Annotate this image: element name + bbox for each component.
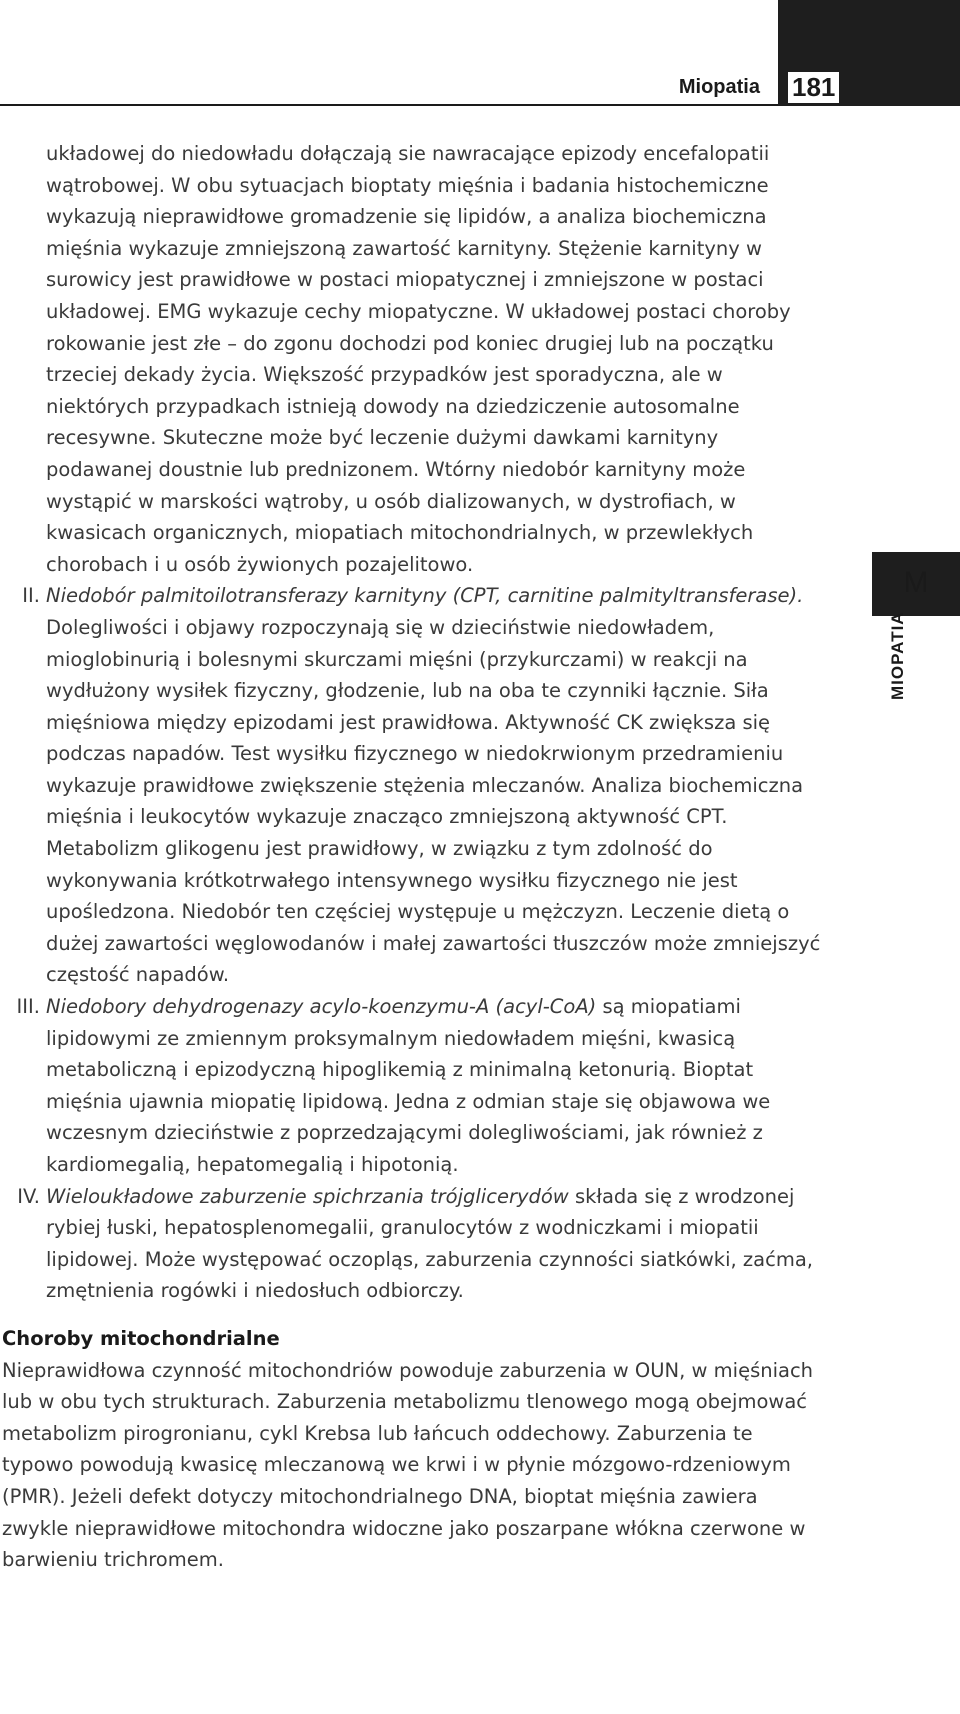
list-item-4	[0, 1181, 830, 1307]
list-item-text: składa się z wrodzonej rybiej łuski, hepatosplenomegalii, granulocytów z wodniczkami i miopatii lipidowej. Może występować oczopląs, zaburzenia czynności siatkówki, zaćma, zmętnienia rogówki i niedosłuch odbiorczy.	[46, 1184, 813, 1303]
list-item-2	[0, 580, 830, 991]
list-item-number: III.	[16, 995, 40, 1019]
page-body	[0, 138, 830, 1576]
header-rule	[0, 104, 778, 106]
list-item-3	[0, 991, 830, 1181]
chapter-tab-label: MIOPATIA	[888, 611, 907, 700]
section-heading: Choroby mitochondrialne	[2, 1326, 280, 1350]
running-title: Miopatia	[678, 76, 760, 98]
continuation-paragraph: układowej do niedowładu dołączają sie nawracające epizody encefalopatii wątrobowej. W obu sytuacjach bioptaty mięśnia i badania histochemiczne wykazują nieprawidłowe gromadzenie się lipidów, a analiza biochemiczna mięśnia wykazuje zmniejszoną zawartość karnityny. Stężenie karnityny w surowicy jest prawidłowe w postaci miopatycznej i zmniejszone w postaci układowej. EMG wykazuje cechy miopatyczne. W układowej postaci choroby rokowanie jest złe – do zgonu dochodzi pod koniec drugiej lub na początku trzeciej dekady życia. Większość przypadków jest sporadyczna, ale w niektórych przypadkach istnieją dowody na dziedziczenie autosomalne recesywne. Skuteczne może być leczenie dużymi dawkami karnityny podawanej doustnie lub prednizonem. Wtórny niedobór karnityny może wystąpić w marskości wątroby, u osób dializowanych, w dystrofiach, w kwasicach organicznych, miopatiach mitochondrialnych, w przewlekłych chorobach i u osób żywionych pozajelitowo.	[46, 142, 791, 576]
page-number: 181	[788, 72, 839, 103]
list-item-text: są miopatiami lipidowymi ze zmiennym proksymalnym niedowładem mięśni, kwasicą metaboliczną i epizodyczną hipoglikemią z minimalną ketonurią. Bioptat mięśnia ujawnia miopatię lipidową. Jedna z odmian staje się objawowa we wczesnym dzieciństwie z poprzedzającymi dolegliwościami, jak również z kardiomegalią, hepatomegalią i hipotonią.	[46, 995, 771, 1176]
list-item-lead: Niedobory dehydrogenazy acylo-koenzymu-A (acyl-CoA)	[46, 995, 597, 1019]
list-item-lead: Niedobór palmitoilotransferazy karnityny (CPT, carnitine palmityltransferase).	[46, 584, 804, 608]
chapter-tab-letter: M	[903, 566, 929, 599]
section-paragraph: Nieprawidłowa czynność mitochondriów powoduje zaburzenia w OUN, w mięśniach lub w obu tych strukturach. Zaburzenia metabolizmu tlenowego mogą obejmować metabolizm pirogronianu, cykl Krebsa lub łańcuch oddechowy. Zaburzenia te typowo powodują kwasicę mleczanową we krwi i w płynie mózgowo-rdzeniowym (PMR). Jeżeli defekt dotyczy mitochondrialnego DNA, bioptat mięśnia zawiera zwykle nieprawidłowe mitochondra widoczne jako poszarpane włókna czerwone w barwieniu trichromem.	[2, 1358, 814, 1572]
list-item-lead: Wieloukładowe zaburzenie spichrzania trójglicerydów	[46, 1184, 569, 1208]
list-item-number: IV.	[17, 1184, 40, 1208]
list-item-text: Dolegliwości i objawy rozpoczynają się w dzieciństwie niedowładem, mioglobinurią i bolesnymi skurczami mięśni (przykurczami) w reakcji na wydłużony wysiłek fizyczny, głodzenie, lub na oba te czynniki łącznie. Siła mięśniowa między epizodami jest prawidłowa. Aktywność CK zwiększa się podczas napadów. Test wysiłku fizycznego w niedokrwionym przedramieniu wykazuje prawidłowe zwiększenie stężenia mleczanów. Analiza biochemiczna mięśnia i leukocytów wykazuje znacząco zmniejszoną aktywność CPT. Metabolizm glikogenu jest prawidłowy, w związku z tym zdolność do wykonywania krótkotrwałego intensywnego wysiłku fizycznego nie jest upośledzona. Niedobór ten częściej występuje u mężczyzn. Leczenie dietą o dużej zawartości węglowodanów i małej zawartości tłuszczów może zmniejszyć częstość napadów.	[46, 615, 821, 987]
list-item-number: II.	[22, 584, 40, 608]
